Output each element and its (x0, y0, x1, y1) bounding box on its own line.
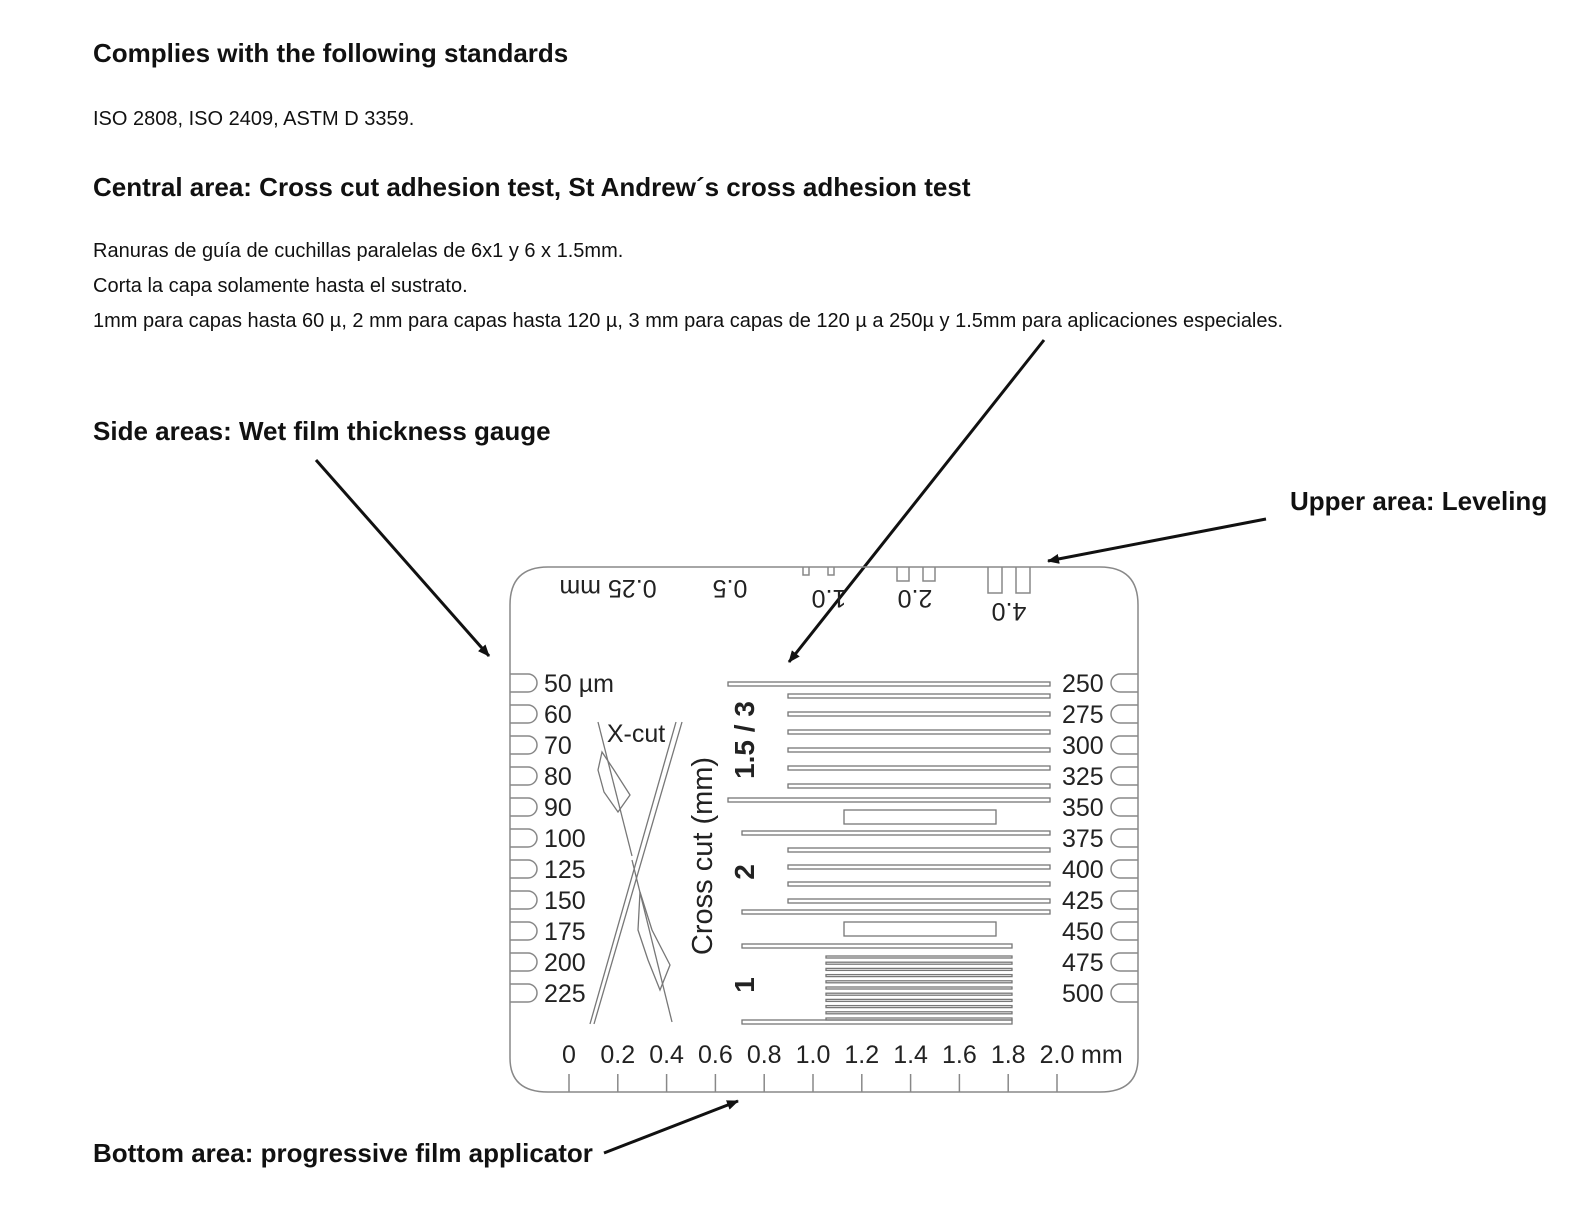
cut-slot (742, 944, 1012, 948)
gauge-card-outline (510, 567, 1138, 1092)
right-notch (1111, 736, 1138, 754)
left-notch (510, 891, 537, 909)
left-notch (510, 922, 537, 940)
bottom-scale-label: 0.4 (649, 1041, 684, 1069)
cut-slot (788, 712, 1050, 716)
right-thickness-label: 350 (1062, 794, 1104, 822)
cut-slot (788, 882, 1050, 886)
left-thickness-label: 125 (544, 856, 586, 884)
cut-slot (844, 922, 996, 936)
right-thickness-label: 375 (1062, 825, 1104, 853)
cross-cut-group-label: 1.5 / 3 (729, 701, 760, 779)
cut-slot (826, 1006, 1012, 1008)
right-thickness-label: 400 (1062, 856, 1104, 884)
left-notch (510, 798, 537, 816)
bottom-scale-label: 1.4 (893, 1041, 928, 1069)
right-thickness-label: 500 (1062, 980, 1104, 1008)
bottom-area-heading: Bottom area: progressive film applicator (93, 1138, 593, 1168)
top-label: 0.5 (712, 574, 748, 602)
cut-slot (826, 987, 1012, 989)
right-notch (1111, 891, 1138, 909)
central-line-2: Corta la capa solamente hasta el sustrato. (93, 275, 468, 297)
right-notch (1111, 705, 1138, 723)
cut-slot (788, 848, 1050, 852)
right-comb-notches (1111, 674, 1138, 1002)
left-thickness-label: 80 (544, 763, 572, 791)
right-thickness-label: 450 (1062, 918, 1104, 946)
top-labels (559, 574, 1026, 625)
right-notch (1111, 829, 1138, 847)
cut-slot (826, 993, 1012, 995)
cross-cut-group-label: 1 (729, 977, 760, 993)
right-notch (1111, 922, 1138, 940)
standards-text: ISO 2808, ISO 2409, ASTM D 3359. (93, 108, 415, 130)
bottom-scale-label: 0 (562, 1041, 576, 1069)
left-thickness-label: 225 (544, 980, 586, 1008)
left-thickness-label: 150 (544, 887, 586, 915)
right-thickness-label: 425 (1062, 887, 1104, 915)
bottom-scale (562, 1041, 1123, 1069)
cut-slot (788, 899, 1050, 903)
cut-slot (742, 831, 1050, 835)
bottom-scale-unit: mm (1081, 1041, 1123, 1069)
bottom-scale-label: 2.0 (1039, 1041, 1075, 1069)
left-thickness-labels (544, 670, 614, 1008)
x-cut-region (590, 722, 682, 1024)
bottom-scale-label: 1.8 (990, 1041, 1026, 1069)
left-thickness-label: 70 (544, 732, 572, 760)
left-notch (510, 953, 537, 971)
side-area-arrow (316, 460, 489, 656)
right-thickness-label: 475 (1062, 949, 1104, 977)
cut-slot (742, 910, 1050, 914)
left-notch (510, 829, 537, 847)
cut-slot (742, 1020, 1012, 1024)
right-thickness-label: 250 (1062, 670, 1104, 698)
cross-cut-slots (728, 682, 1050, 1024)
cut-slot (826, 975, 1012, 977)
bottom-scale-label: 0.8 (746, 1041, 782, 1069)
top-label: 4.0 (991, 597, 1027, 625)
cross-cut-title: Cross cut (mm) (687, 756, 719, 956)
bottom-scale-label: 1.2 (844, 1041, 880, 1069)
cut-slot (788, 766, 1050, 770)
left-thickness-label: 60 (544, 701, 572, 729)
central-line-1: Ranuras de guía de cuchillas paralelas de 6x1 y 6 x 1.5mm. (93, 240, 624, 262)
left-notch (510, 767, 537, 785)
cut-slot (826, 956, 1012, 958)
standards-heading: Complies with the following standards (93, 38, 569, 68)
bottom-ticks (569, 1074, 1057, 1092)
left-comb-notches (510, 674, 537, 1002)
cut-slot (788, 748, 1050, 752)
right-thickness-label: 325 (1062, 763, 1104, 791)
right-notch (1111, 953, 1138, 971)
left-thickness-label: 100 (544, 825, 586, 853)
left-thickness-label: 175 (544, 918, 586, 946)
cut-slot (826, 962, 1012, 964)
cut-slot (788, 784, 1050, 788)
left-thickness-label: 200 (544, 949, 586, 977)
cut-slot (826, 968, 1012, 970)
bottom-scale-label: 1.6 (942, 1041, 977, 1069)
cut-slot (788, 865, 1050, 869)
top-label: 1.0 (811, 584, 847, 612)
right-thickness-label: 275 (1062, 701, 1104, 729)
side-areas-heading: Side areas: Wet film thickness gauge (93, 416, 551, 446)
left-notch (510, 674, 537, 692)
bottom-scale-label: 0.2 (600, 1041, 636, 1069)
x-cut-label: X-cut (606, 720, 666, 748)
left-thickness-label: 50 µm (544, 670, 614, 698)
cut-slot (728, 798, 1050, 802)
left-notch (510, 984, 537, 1002)
cut-slot (788, 694, 1050, 698)
left-thickness-label: 90 (544, 794, 572, 822)
bottom-scale-label: 1.0 (795, 1041, 831, 1069)
right-notch (1111, 984, 1138, 1002)
right-thickness-labels (1062, 670, 1104, 1008)
cross-cut-group-label: 2 (729, 864, 760, 880)
left-notch (510, 860, 537, 878)
cut-slot (844, 810, 996, 824)
left-notch (510, 705, 537, 723)
central-line-3: 1mm para capas hasta 60 µ, 2 mm para capas hasta 120 µ, 3 mm para capas de 120 µ a 250µ y 1.5mm para aplicaciones especiales. (93, 310, 1284, 332)
right-notch (1111, 767, 1138, 785)
right-notch (1111, 860, 1138, 878)
cut-slot (728, 682, 1050, 686)
central-area-heading: Central area: Cross cut adhesion test, St Andrew´s cross adhesion test (93, 172, 971, 202)
cut-slot (826, 1012, 1012, 1014)
bottom-scale-label: 0.6 (698, 1041, 733, 1069)
top-label: 0.25 mm (559, 574, 657, 602)
top-label: 2.0 (897, 584, 933, 612)
right-notch (1111, 674, 1138, 692)
upper-area-heading: Upper area: Leveling (1290, 486, 1548, 516)
right-thickness-label: 300 (1062, 732, 1104, 760)
cut-slot (826, 999, 1012, 1001)
left-notch (510, 736, 537, 754)
bottom-area-arrow (604, 1101, 738, 1153)
upper-area-arrow (1048, 519, 1266, 561)
cut-slot (788, 730, 1050, 734)
right-notch (1111, 798, 1138, 816)
cut-slot (826, 981, 1012, 983)
